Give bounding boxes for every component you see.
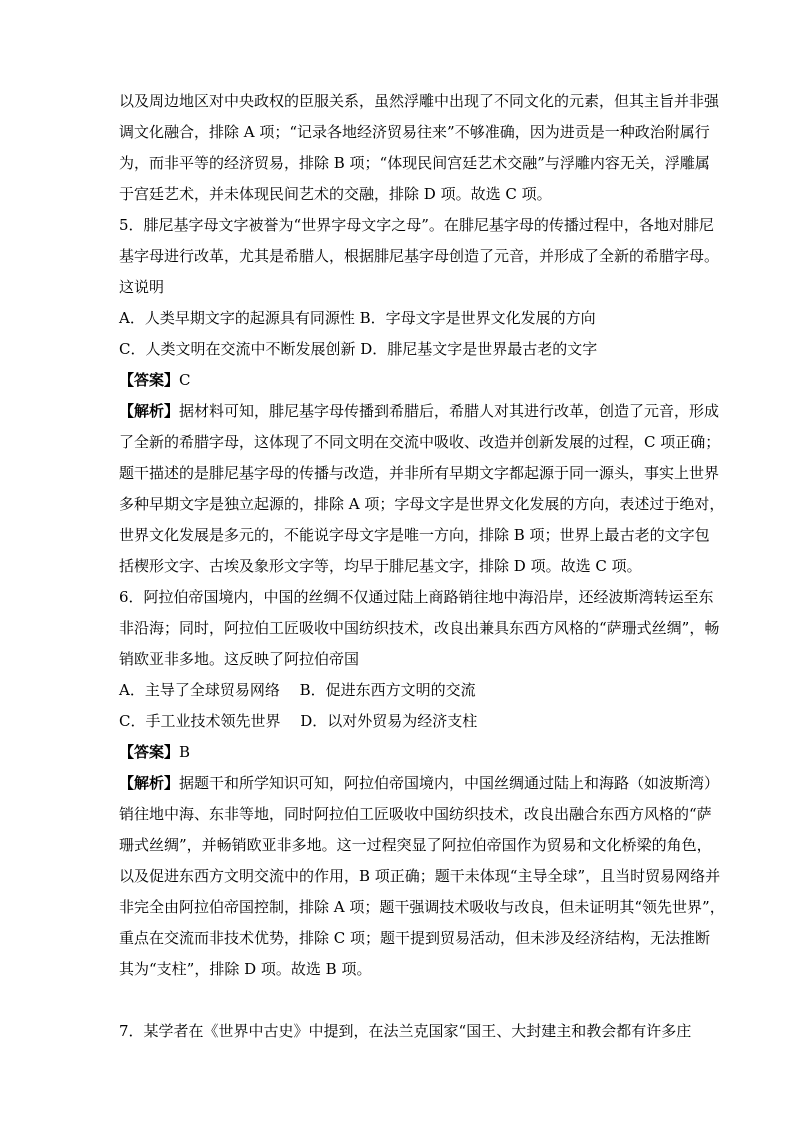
text-line: 5．腓尼基字母文字被誉为“世界字母文字之母”。在腓尼基字母的传播过程中，各地对腓尼	[119, 216, 714, 234]
text-line: 多种早期文字是独立起源的，排除 A 项；字母文字是世界文化发展的方向，表述过于绝对，	[119, 495, 725, 513]
text-line: 调文化融合，排除 A 项；“记录各地经济贸易往来”不够准确，因为进贡是一种政治附属行	[119, 123, 710, 141]
question-5-options	[119, 303, 677, 365]
text-line: 基字母进行改革，尤其是希腊人，根据腓尼基字母创造了元音，并形成了全新的希腊字母。	[119, 247, 720, 265]
text-line: 据题干和所学知识可知，阿拉伯帝国境内，中国丝绸通过陆上和海路（如波斯湾）	[179, 774, 720, 792]
text-line: 6．阿拉伯帝国境内，中国的丝绸不仅通过陆上商路销往地中海沿岸，还经波斯湾转运至东	[119, 588, 714, 606]
question-5-analysis	[119, 396, 725, 582]
analysis-tag: 【解析】	[119, 774, 180, 792]
text-line: 销往地中海、东非等地，同时阿拉伯工匠吸收中国纺织技术，改良出融合东西方风格的“萨	[119, 805, 712, 823]
answer-tag: 【答案】	[119, 371, 180, 389]
answer-value: C	[179, 371, 191, 389]
question-5-answer	[119, 365, 677, 396]
text-line: 销欧亚非多地。这反映了阿拉伯帝国	[119, 650, 360, 668]
option-line: A．人类早期文字的起源具有同源性 B．字母文字是世界文化发展的方向	[119, 309, 596, 327]
text-line: 题干描述的是腓尼基字母的传播与改造，并非所有早期文字都起源于同一源头，事实上世界	[119, 464, 720, 482]
text-line: 于宫廷艺术，并未体现民间艺术的交融，排除 D 项。故选 C 项。	[119, 185, 552, 203]
text-line: 据材料可知，腓尼基字母传播到希腊后，希腊人对其进行改革，创造了元音，形成	[179, 402, 720, 420]
text-line: 世界文化发展是多元的，不能说字母文字是唯一方向，排除 B 项；世界上最古老的文字包	[119, 526, 710, 544]
question-6-stem	[119, 582, 720, 675]
text-line: 非完全由阿拉伯帝国控制，排除 A 项；题干强调技术吸收与改良，但未证明其“领先世界”，	[119, 898, 725, 916]
text-line: 7．某学者在《世界中古史》中提到，在法兰克国家“国王、大封建主和教会都有许多庄	[119, 1022, 692, 1040]
text-line: 以及周边地区对中央政权的臣服关系，虽然浮雕中出现了不同文化的元素，但其主旨并非强	[119, 92, 720, 110]
question-5-stem	[119, 210, 720, 303]
text-line: 了全新的希腊字母，这体现了不同文明在交流中吸收、改造并创新发展的过程，C 项正确；	[119, 433, 721, 451]
analysis-tag: 【解析】	[119, 402, 180, 420]
text-line: 以及促进东西方文明交流中的作用，B 项正确；题干未体现“主导全球”，且当时贸易网络并	[119, 867, 721, 885]
text-line: 珊式丝绸”，并畅销欧亚非多地。这一过程突显了阿拉伯帝国作为贸易和文化桥梁的角色，	[119, 836, 712, 854]
text-line: 这说明	[119, 278, 165, 296]
question-6-options	[119, 675, 677, 737]
text-line: 为，而非平等的经济贸易，排除 B 项；“体现民间宫廷艺术交融”与浮雕内容无关，浮雕属	[119, 154, 710, 172]
q4-analysis-continuation	[119, 86, 720, 210]
option-line: C．手工业技术领先世界 D．以对外贸易为经济支柱	[119, 712, 478, 730]
answer-value: B	[179, 743, 191, 761]
option-line: A．主导了全球贸易网络 B．促进东西方文明的交流	[119, 681, 476, 699]
option-line: C．人类文明在交流中不断发展创新 D．腓尼基文字是世界最古老的文字	[119, 340, 598, 358]
text-line: 非沿海；同时，阿拉伯工匠吸收中国纺织技术，改良出兼具东西方风格的“萨珊式丝绸”，畅	[119, 619, 720, 637]
question-7-stem	[119, 1016, 692, 1047]
question-6-analysis	[119, 768, 725, 985]
text-line: 其为“支柱”，排除 D 项。故选 B 项。	[119, 960, 372, 978]
answer-tag: 【答案】	[119, 743, 180, 761]
text-line: 括楔形文字、古埃及象形文字等，均早于腓尼基文字，排除 D 项。故选 C 项。	[119, 557, 642, 575]
question-6-answer	[119, 737, 677, 768]
text-line: 重点在交流而非技术优势，排除 C 项；题干提到贸易活动，但未涉及经济结构，无法推断	[119, 929, 711, 947]
